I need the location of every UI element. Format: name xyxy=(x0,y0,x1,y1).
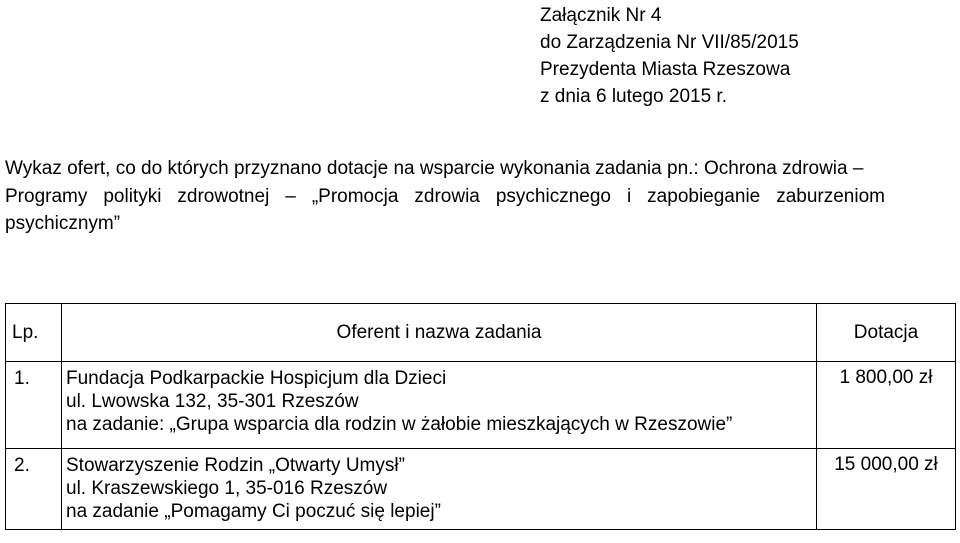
row-number: 2. xyxy=(6,449,62,530)
grant-amount: 1 800,00 zł xyxy=(817,362,956,449)
header-amount: Dotacja xyxy=(817,304,956,362)
title-line-2: Programy polityki zdrowotnej – „Promocja zdrowia psychicznego i zapobieganie zaburzeniom xyxy=(5,185,885,207)
offer-task: na zadanie: „Grupa wsparcia dla rodzin w żałobie mieszkających w Rzeszowie” xyxy=(66,414,733,435)
offer-name: Stowarzyszenie Rodzin „Otwarty Umysł” xyxy=(66,455,405,476)
offers-table xyxy=(5,303,956,530)
offer-address: ul. Lwowska 132, 35-301 Rzeszów xyxy=(66,391,359,412)
table-row xyxy=(6,449,956,530)
offer-cell xyxy=(62,362,817,449)
title-line-1: Wykaz ofert, co do których przyznano dotacje na wsparcie wykonania zadania pn.: Ochrona zdrowia – xyxy=(5,158,864,179)
offer-address: ul. Kraszewskiego 1, 35-016 Rzeszów xyxy=(66,478,388,499)
offer-task: na zadanie „Pomagamy Ci poczuć się lepiej” xyxy=(66,501,441,522)
regulation-reference: do Zarządzenia Nr VII/85/2015 xyxy=(540,32,799,53)
grant-amount: 15 000,00 zł xyxy=(817,449,956,530)
issuer: Prezydenta Miasta Rzeszowa xyxy=(540,59,791,80)
offer-cell xyxy=(62,449,817,530)
regulation-date: z dnia 6 lutego 2015 r. xyxy=(540,86,727,107)
header-lp: Lp. xyxy=(6,304,62,362)
document-title xyxy=(5,155,885,238)
table-row xyxy=(6,362,956,449)
table-header-row xyxy=(6,304,956,362)
offer-name: Fundacja Podkarpackie Hospicjum dla Dzieci xyxy=(66,368,447,389)
attachment-header xyxy=(540,2,799,110)
title-line-3: psychicznym” xyxy=(5,213,121,234)
header-offer: Oferent i nazwa zadania xyxy=(62,304,817,362)
row-number: 1. xyxy=(6,362,62,449)
attachment-number: Załącznik Nr 4 xyxy=(540,5,662,26)
